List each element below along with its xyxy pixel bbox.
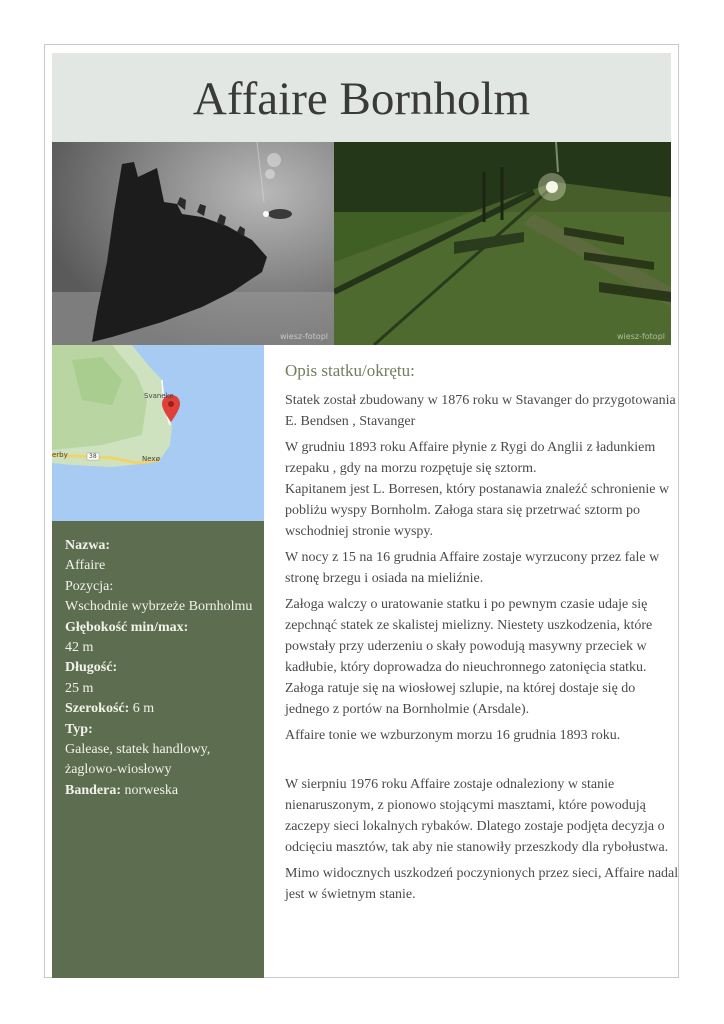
description-heading: Opis statku/okrętu: — [285, 361, 415, 380]
title-band — [52, 53, 671, 142]
location-map — [52, 345, 264, 521]
width-label: Szerokość: — [65, 701, 130, 717]
type-value: Galease, statek handlowy, żaglowo-wiosłowy — [65, 742, 211, 778]
map-road-number: 38 — [89, 453, 97, 460]
depth-label: Głębokość min/max: — [65, 619, 189, 635]
length-value: 25 m — [65, 680, 94, 696]
photo-watermark: wiesz-fotopl — [617, 332, 665, 341]
wreck-bow-photo — [52, 142, 334, 345]
description-paragraph: W grudniu 1893 roku Affaire płynie z Rygi do Anglii z ładunkiem rzepaku , gdy na morzu rozpętuje się sztorm. — [285, 440, 656, 476]
flag-value: norweska — [124, 782, 179, 798]
position-value: Wschodnie wybrzeże Bornholmu — [65, 599, 253, 615]
description-paragraph: Załoga walczy o uratowanie statku i po pewnym czasie udaje się zepchnąć statek ze skalistej mielizny. Niestety uszkodzenia, które powstały przy uderzeniu o skały powodują masywny przeciek w kadłubie, który doprowadza do nieuchronnego zatonięcia statku. Załoga ratuje się na wiosłowej szlupie, na której dostaje się do jednego z portów na Bornholmie (Arsdale). — [285, 597, 653, 717]
map-label-svaneke: Svaneke — [144, 392, 174, 400]
name-label: Nazwa: — [65, 538, 111, 553]
length-label: Długość: — [65, 660, 118, 676]
description-paragraph: Statek został zbudowany w 1876 roku w Stavanger do przygotowania E. Bendsen , Stavanger — [285, 393, 676, 429]
width-value: 6 m — [132, 701, 155, 717]
map-label-town: erby — [52, 451, 68, 459]
ship-description — [285, 360, 680, 910]
position-label: Pozycja: — [65, 578, 114, 594]
description-paragraph: W nocy z 15 na 16 grudnia Affaire zostaje wyrzucony przez fale w stronę brzegu i osiada na mieliźnie. — [285, 550, 660, 586]
photo-watermark: wiesz-fotopl — [280, 332, 328, 341]
description-paragraph: Affaire tonie we wzburzonym morzu 16 grudnia 1893 roku. — [285, 728, 621, 743]
wreck-deck-illustration — [334, 142, 671, 345]
map-label-nexo: Nexø — [142, 455, 160, 463]
ship-facts-panel — [52, 521, 264, 978]
name-value: Affaire — [65, 558, 106, 574]
ship-facts — [65, 536, 255, 801]
flag-label: Bandera: — [65, 782, 121, 798]
description-paragraph: W sierpniu 1976 roku Affaire zostaje odnaleziony w stanie nienaruszonym, z pionowo stojącymi masztami, które powodują zaczepy sieci lokalnych rybaków. Dlatego zostaje podjęta decyzja o odcięciu masztów, tak aby nie stanowiły przeszkody dla rybołustwa. — [285, 777, 669, 855]
wreck-deck-photo — [334, 142, 671, 345]
map-illustration — [52, 345, 264, 521]
description-paragraph: Mimo widocznych uszkodzeń poczynionych przez sieci, Affaire nadal jest w świetnym stanie. — [285, 866, 679, 902]
type-label: Typ: — [65, 721, 93, 737]
description-paragraph: Kapitanem jest L. Borresen, który postanawia znaleźć schronienie w pobliżu wyspy Bornholm. Załoga stara się przetrwać sztorm po wschodniej stronie wyspy. — [285, 482, 670, 539]
page-title: Affaire Bornholm — [192, 73, 531, 125]
wreck-bow-illustration — [52, 142, 334, 345]
paragraph-gap — [285, 751, 680, 774]
depth-value: 42 m — [65, 640, 94, 656]
